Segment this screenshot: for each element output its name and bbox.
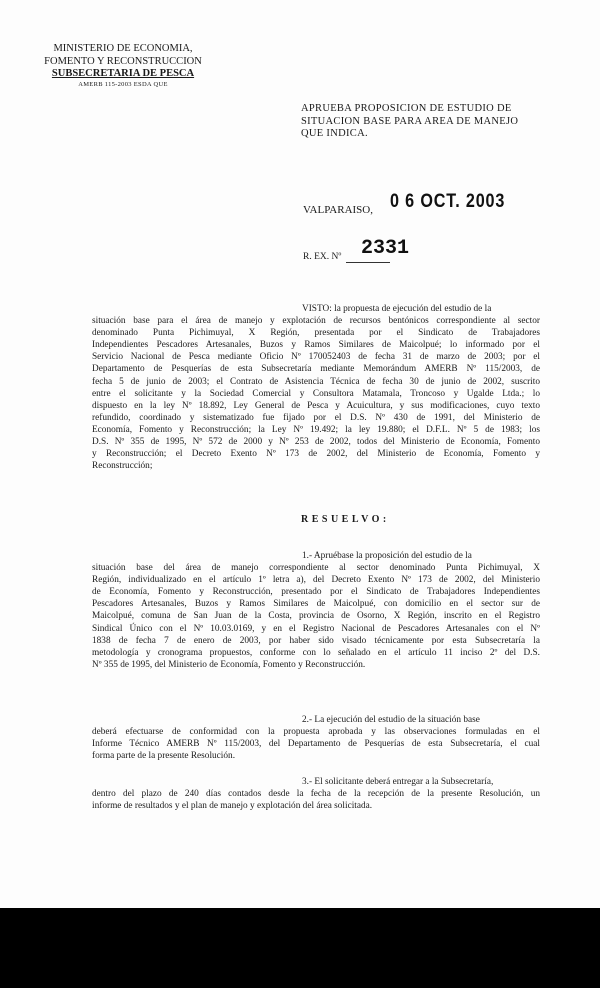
article-line: forma parte de la presente Resolución. <box>92 751 236 762</box>
resolution-article-1 <box>92 550 540 671</box>
article-line: Maicolpué, comuna de San Juan de la Costa, provincia de Osorno, X Región, inscrito en el Registro <box>92 611 540 622</box>
visto-line: situación base para el área de manejo y explotación de recursos bentónicos correspondiente al sector <box>92 316 540 327</box>
resuelvo-heading: RESUELVO: <box>301 514 390 525</box>
subject-line: QUE INDICA. <box>301 128 368 139</box>
subject-line: SITUACION BASE PARA AREA DE MANEJO <box>301 115 519 127</box>
visto-line: Economía, Fomento y Reconstrucción; la Ley Nº 19.492; la ley 19.880; el D.F.L. Nº 5 de 1983; los <box>92 424 540 435</box>
visto-line: y Reconstrucción; el Decreto Exento Nº 173 de 2002, del Ministerio de Economía, Fomento y <box>92 449 540 460</box>
visto-line: dispuesto en la ley Nº 18.892, Ley General de Pesca y Acuicultura, y sus modificaciones, cuyo texto <box>92 400 540 411</box>
article-line: Informe Técnico AMERB Nº 115/2003, del Departamento de Pesquerías de esta Subsecretaría, el cual <box>92 739 540 750</box>
visto-paragraph <box>92 303 540 472</box>
article-line: informe de resultados y el plan de manejo y explotación del área solicitada. <box>92 801 373 812</box>
letterhead <box>28 43 218 89</box>
resolution-underline <box>346 262 390 263</box>
subject-block <box>301 103 518 141</box>
date-stamp: 0 6 OCT. 2003 <box>390 191 506 212</box>
resolution-number: 2331 <box>361 237 410 260</box>
place-label: VALPARAISO, <box>303 204 373 216</box>
visto-line: denominado Punta Pichimuyal, X Región, presentada por el Sindicato de Trabajadores <box>92 328 540 339</box>
article-line: situación base del área de manejo correspondiente al sector denominado Punta Pichimuyal, X <box>92 563 540 574</box>
visto-line: D.S. Nº 355 de 1995, Nº 572 de 2000 y Nº 253 de 2002, todos del Ministerio de Economía, Fomento <box>92 437 540 448</box>
article-line: 1838 de fecha 7 de enero de 2003, por haber sido visado técnicamente por esta Subsecretaría la <box>92 635 540 646</box>
resolution-article-2 <box>92 714 540 762</box>
article-line: de Economía, Fomento y Reconstrucción, presentado por el Sindicato de Trabajadores Independientes <box>92 587 540 598</box>
letterhead-reference: AMERB 115-2003 ESDA QUE <box>78 80 168 88</box>
visto-line: VISTO: la propuesta de ejecución del estudio de la <box>302 304 492 314</box>
article-line: 2.- La ejecución del estudio de la situación base <box>302 715 480 725</box>
visto-line: Independientes Pescadores Artesanales, Buzos y Ramos Similares de Maicolpué; lo informado por el <box>92 340 540 351</box>
letterhead-ministry-cont: FOMENTO Y RECONSTRUCCION <box>44 55 202 67</box>
subject-line: APRUEBA PROPOSICION DE ESTUDIO DE <box>301 103 512 114</box>
article-line: Pescadores Artesanales, Buzos y Ramos Similares de Maicolpué, con domicilio en el sector sur de <box>92 599 540 610</box>
resolution-article-3 <box>92 776 540 812</box>
visto-line: Reconstrucción; <box>92 461 153 472</box>
letterhead-ministry: MINISTERIO DE ECONOMIA, <box>53 43 193 54</box>
article-line: Región, individualizado en el artículo 1º letra a), del Decreto Exento Nº 173 de 2002, del Ministerio <box>92 575 540 586</box>
visto-line: refundido, coordinado y sistematizado fue fijado por el D.S. Nº 430 de 1991, del Ministerio de <box>92 412 540 423</box>
article-line: 1.- Apruébase la proposición del estudio de la <box>302 551 472 561</box>
article-line: metodología y cronograma propuestos, conforme con lo señalado en el artículo 11 inciso 2º del D.S. <box>92 647 540 658</box>
article-line: dentro del plazo de 240 días contados desde la fecha de la recepción de la presente Resolución, un <box>92 789 540 800</box>
letterhead-subsecretaria: SUBSECRETARIA DE PESCA <box>51 68 195 79</box>
visto-line: fecha 5 de junio de 2003; el Contrato de Asistencia Técnica de fecha 30 de junio de 2002, suscrito <box>92 376 540 387</box>
article-line: 3.- El solicitante deberá entregar a la Subsecretaría, <box>302 777 494 787</box>
visto-line: entre el solicitante y la Sociedad Comercial y Consultora Matamala, Troncoso y Ugalde Ltda.; lo <box>92 388 540 399</box>
visto-line: Servicio Nacional de Pesca mediante Oficio Nº 170052403 de fecha 31 de marzo de 2003; por el <box>92 352 540 363</box>
article-line: Sindical Único con el Nº 10.03.0169, y en el Registro Nacional de Pescadores Artesanales con el Nº <box>92 623 540 634</box>
article-line: Nº 355 de 1995, del Ministerio de Economía, Fomento y Reconstrucción. <box>92 659 366 670</box>
resolution-label: R. EX. Nº <box>303 252 342 262</box>
article-line: deberá efectuarse de conformidad con la propuesta aprobada y las observaciones formuladas en el <box>92 727 540 738</box>
visto-line: Departamento de Pesquerías de esta Subsecretaría mediante Memorándum AMERB Nº 115/2003, de <box>92 364 540 375</box>
